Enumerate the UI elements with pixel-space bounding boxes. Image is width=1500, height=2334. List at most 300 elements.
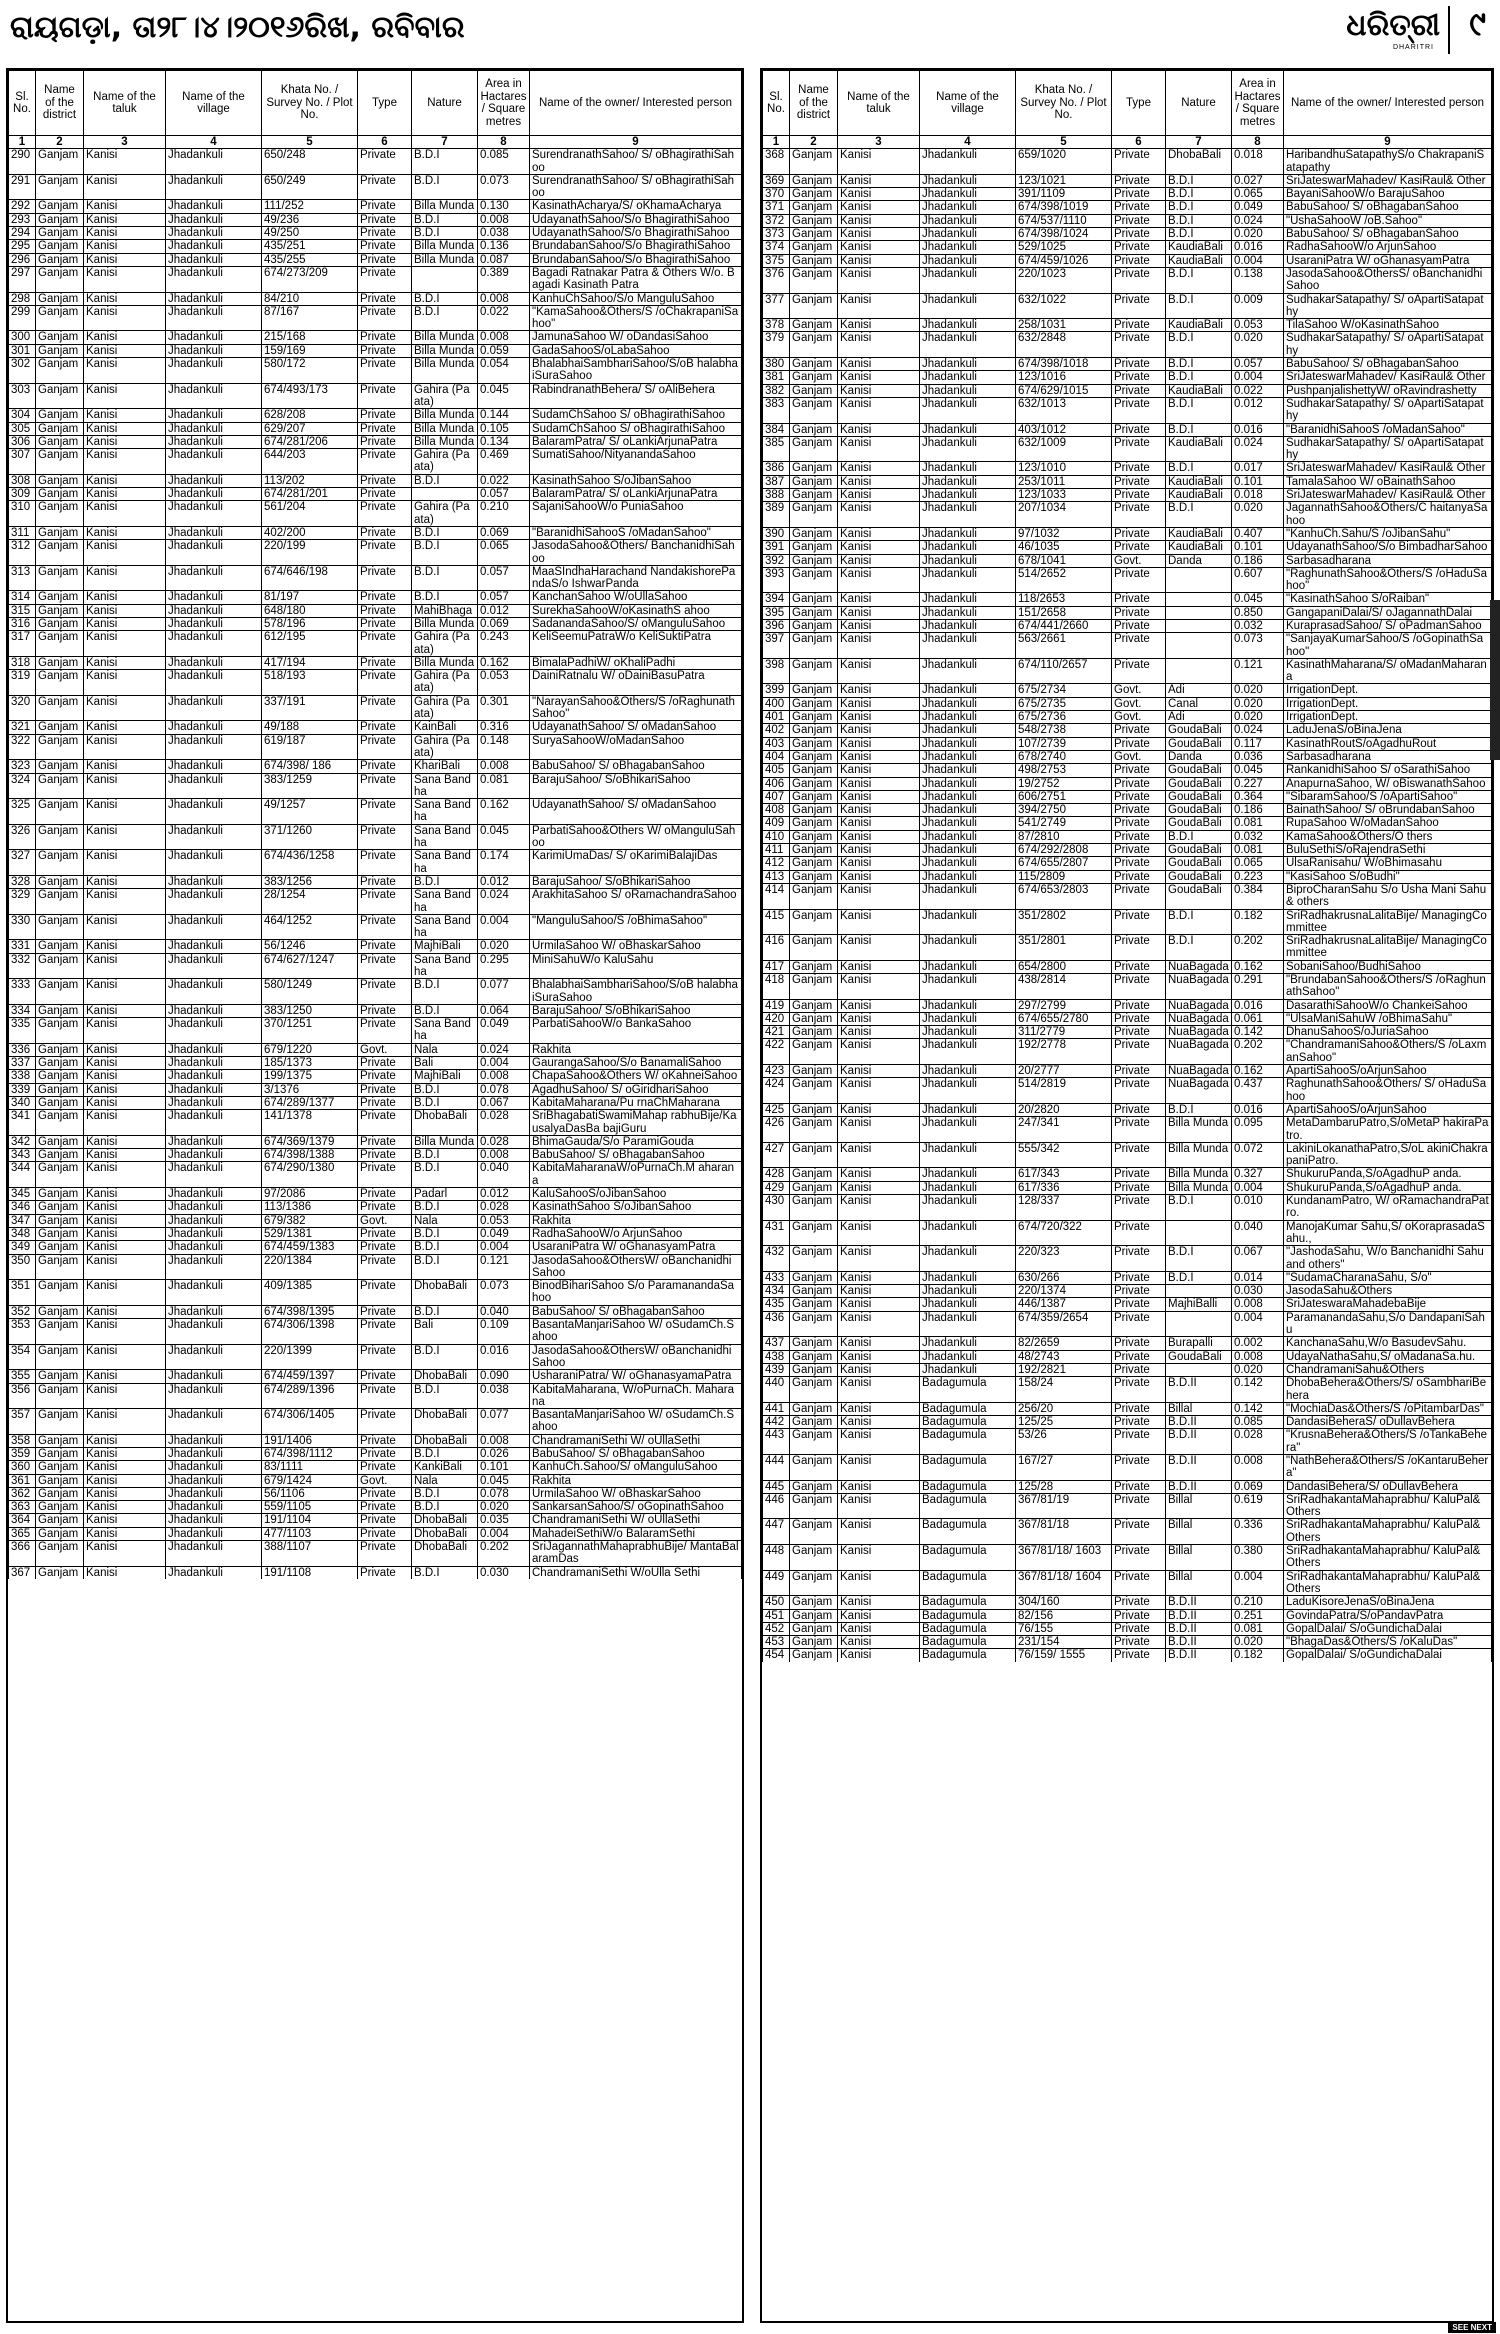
cell-owner: BabuSahoo/ S/ oBhagabanSahoo	[530, 1149, 742, 1162]
cell-sl: 327	[9, 850, 36, 876]
column-header: Name of the taluk	[838, 71, 920, 136]
cell-nature: B.D.I	[1166, 423, 1232, 436]
cell-sl: 338	[9, 1070, 36, 1083]
cell-owner: UdayanathSahoo/ S/ oMadanSahoo	[530, 721, 742, 734]
cell-type: Private	[358, 850, 412, 876]
cell-area: 0.072	[1232, 1142, 1284, 1168]
cell-nature: B.D.I	[1166, 502, 1232, 528]
cell-area: 0.057	[478, 488, 530, 501]
cell-owner: "MochiaDas&Others/S /oPitambarDas"	[1284, 1402, 1492, 1415]
cell-sl: 310	[9, 501, 36, 527]
column-header: Name of the district	[36, 71, 84, 136]
cell-sl: 358	[9, 1434, 36, 1447]
cell-sl: 451	[763, 1609, 790, 1622]
cell-village: Jhadankuli	[166, 953, 262, 979]
cell-area: 0.061	[1232, 1012, 1284, 1025]
cell-type: Private	[1112, 358, 1166, 371]
cell-area: 0.020	[1232, 1363, 1284, 1376]
cell-plot: 87/167	[262, 305, 358, 331]
cell-nature: GoudaBali	[1166, 790, 1232, 803]
cell-taluk: Kanisi	[838, 737, 920, 750]
cell-village: Jhadankuli	[166, 1487, 262, 1500]
cell-plot: 258/1031	[1016, 319, 1112, 332]
cell-nature: Gahira (Paata)	[412, 695, 478, 721]
cell-owner: "UlsaManiSahuW /oBhimaSahu"	[1284, 1012, 1492, 1025]
cell-taluk: Kanisi	[84, 1461, 166, 1474]
cell-type: Private	[1112, 1649, 1166, 1662]
table-row	[763, 999, 1492, 1012]
cell-type: Private	[358, 358, 412, 384]
cell-village: Jhadankuli	[166, 227, 262, 240]
column-number: 6	[358, 136, 412, 149]
cell-district: Ganjam	[36, 1162, 84, 1188]
cell-owner: SriRadhakrusnaLalitaBije/ ManagingCommittee	[1284, 935, 1492, 961]
cell-village: Jhadankuli	[166, 1344, 262, 1370]
table-row	[9, 1004, 742, 1017]
cell-taluk: Kanisi	[84, 1043, 166, 1056]
cell-plot: 580/1249	[262, 979, 358, 1005]
cell-owner: Sarbasadharana	[1284, 750, 1492, 763]
column-number: 7	[1166, 136, 1232, 149]
table-row	[763, 1039, 1492, 1065]
cell-sl: 446	[763, 1493, 790, 1519]
cell-district: Ganjam	[36, 1201, 84, 1214]
cell-area: 0.162	[478, 799, 530, 825]
cell-sl: 290	[9, 149, 36, 175]
cell-taluk: Kanisi	[84, 149, 166, 175]
cell-area: 0.016	[1232, 999, 1284, 1012]
cell-taluk: Kanisi	[84, 1162, 166, 1188]
cell-nature: Billal	[1166, 1519, 1232, 1545]
cell-taluk: Kanisi	[838, 228, 920, 241]
cell-taluk: Kanisi	[838, 1350, 920, 1363]
cell-area: 0.182	[1232, 1649, 1284, 1662]
table-row	[9, 1057, 742, 1070]
cell-district: Ganjam	[790, 423, 838, 436]
cell-sl: 366	[9, 1541, 36, 1567]
table-row	[763, 371, 1492, 384]
cell-area: 0.407	[1232, 527, 1284, 540]
cell-area: 0.223	[1232, 870, 1284, 883]
cell-type: Private	[1112, 935, 1166, 961]
cell-nature: Sana Bandha	[412, 824, 478, 850]
cell-nature: Billa Munda	[412, 617, 478, 630]
cell-nature: B.D.I	[412, 149, 478, 175]
cell-plot: 141/1378	[262, 1110, 358, 1136]
column-number-row	[763, 136, 1492, 149]
cell-owner: ParbatiSahooW/o BankaSahoo	[530, 1018, 742, 1044]
cell-nature: B.D.II	[1166, 1622, 1232, 1635]
cell-area: 0.380	[1232, 1545, 1284, 1571]
cell-type: Private	[358, 1527, 412, 1540]
cell-sl: 313	[9, 565, 36, 591]
cell-village: Jhadankuli	[920, 1065, 1016, 1078]
table-row	[9, 1487, 742, 1500]
column-header: Nature	[412, 71, 478, 136]
cell-district: Ganjam	[36, 409, 84, 422]
cell-sl: 391	[763, 541, 790, 554]
cell-district: Ganjam	[36, 1527, 84, 1540]
cell-area: 0.090	[478, 1370, 530, 1383]
cell-sl: 428	[763, 1168, 790, 1181]
cell-sl: 307	[9, 449, 36, 475]
cell-village: Jhadankuli	[920, 1078, 1016, 1104]
masthead-divider	[1448, 6, 1450, 54]
cell-owner: ShukuruPanda,S/oAgadhuP anda.	[1284, 1181, 1492, 1194]
cell-type: Private	[1112, 1636, 1166, 1649]
cell-district: Ganjam	[790, 436, 838, 462]
cell-type: Private	[1112, 1429, 1166, 1455]
cell-nature: B.D.I	[1166, 174, 1232, 187]
cell-nature: B.D.I	[412, 1227, 478, 1240]
cell-district: Ganjam	[790, 397, 838, 423]
cell-village: Jhadankuli	[166, 488, 262, 501]
cell-plot: 674/289/1377	[262, 1096, 358, 1109]
column-number: 1	[763, 136, 790, 149]
cell-taluk: Kanisi	[84, 1214, 166, 1227]
cell-area: 0.049	[478, 1227, 530, 1240]
cell-type: Private	[358, 526, 412, 539]
table-row	[9, 435, 742, 448]
cell-plot: 435/255	[262, 253, 358, 266]
cell-type: Govt.	[358, 1043, 412, 1056]
cell-sl: 334	[9, 1004, 36, 1017]
cell-taluk: Kanisi	[84, 1135, 166, 1148]
cell-taluk: Kanisi	[838, 777, 920, 790]
cell-sl: 326	[9, 824, 36, 850]
cell-sl: 382	[763, 384, 790, 397]
cell-owner: "ChandramaniSahoo&Others/S /oLaxmanSahoo"	[1284, 1039, 1492, 1065]
cell-area: 0.057	[1232, 358, 1284, 371]
cell-district: Ganjam	[790, 462, 838, 475]
cell-plot: 630/266	[1016, 1271, 1112, 1284]
cell-taluk: Kanisi	[838, 790, 920, 803]
cell-sl: 363	[9, 1501, 36, 1514]
cell-type: Private	[1112, 254, 1166, 267]
cell-type: Private	[1112, 1545, 1166, 1571]
column-number: 4	[166, 136, 262, 149]
cell-village: Jhadankuli	[166, 760, 262, 773]
cell-district: Ganjam	[790, 1609, 838, 1622]
cell-sl: 398	[763, 658, 790, 684]
table-row	[9, 1527, 742, 1540]
cell-sl: 424	[763, 1078, 790, 1104]
cell-area: 0.162	[478, 656, 530, 669]
cell-area: 0.009	[1232, 293, 1284, 319]
cell-plot: 107/2739	[1016, 737, 1112, 750]
cell-sl: 321	[9, 721, 36, 734]
table-row	[9, 1227, 742, 1240]
cell-plot: 115/2809	[1016, 870, 1112, 883]
cell-taluk: Kanisi	[838, 1493, 920, 1519]
cell-area: 0.024	[1232, 214, 1284, 227]
cell-sl: 401	[763, 711, 790, 724]
cell-owner: UdayaNathaSahu,S/ oMadanaSa.hu.	[1284, 1350, 1492, 1363]
cell-sl: 322	[9, 734, 36, 760]
cell-owner: KabitaMaharana, W/oPurnaCh. Maharana	[530, 1383, 742, 1409]
table-row	[763, 777, 1492, 790]
cell-plot: 191/1406	[262, 1434, 358, 1447]
cell-taluk: Kanisi	[838, 606, 920, 619]
cell-village: Badagumula	[920, 1609, 1016, 1622]
cell-plot: 113/1386	[262, 1201, 358, 1214]
cell-taluk: Kanisi	[84, 526, 166, 539]
cell-sl: 440	[763, 1377, 790, 1403]
table-row	[9, 1070, 742, 1083]
cell-plot: 674/369/1379	[262, 1135, 358, 1148]
cell-nature: KaudiaBali	[1166, 319, 1232, 332]
cell-area: 0.014	[1232, 1271, 1284, 1284]
cell-sl: 449	[763, 1570, 790, 1596]
cell-district: Ganjam	[790, 1596, 838, 1609]
cell-district: Ganjam	[790, 1271, 838, 1284]
table-row	[763, 883, 1492, 909]
cell-area: 0.010	[1232, 1195, 1284, 1221]
cell-owner: GangapaniDalai/S/ oJagannathDalai	[1284, 606, 1492, 619]
cell-owner: LaduKisoreJenaS/oBinaJena	[1284, 1596, 1492, 1609]
cell-type: Private	[1112, 214, 1166, 227]
cell-plot: 446/1387	[1016, 1298, 1112, 1311]
cell-area: 0.004	[478, 1057, 530, 1070]
cell-type: Private	[358, 953, 412, 979]
cell-plot: 83/1111	[262, 1461, 358, 1474]
cell-taluk: Kanisi	[84, 1096, 166, 1109]
cell-nature	[412, 266, 478, 292]
table-row	[763, 1078, 1492, 1104]
cell-type: Private	[1112, 883, 1166, 909]
cell-type: Private	[1112, 267, 1166, 293]
table-row	[9, 1254, 742, 1280]
cell-taluk: Kanisi	[84, 474, 166, 487]
table-row	[763, 1429, 1492, 1455]
cell-type: Private	[358, 1083, 412, 1096]
cell-nature: Billal	[1166, 1570, 1232, 1596]
cell-owner: ParamanandaSahu,S/o DandapaniSahu	[1284, 1311, 1492, 1337]
cell-type: Private	[358, 227, 412, 240]
cell-district: Ganjam	[36, 1004, 84, 1017]
cell-type: Private	[358, 488, 412, 501]
column-header: Name of the village	[920, 71, 1016, 136]
cell-owner: MetaDambaruPatro,S/oMetaP hakiraPatro.	[1284, 1117, 1492, 1143]
cell-sl: 422	[763, 1039, 790, 1065]
cell-plot: 185/1373	[262, 1057, 358, 1070]
table-row	[9, 1409, 742, 1435]
cell-sl: 297	[9, 266, 36, 292]
cell-type: Private	[1112, 1285, 1166, 1298]
cell-plot: 659/1020	[1016, 149, 1112, 175]
cell-nature: Billa Munda	[412, 200, 478, 213]
cell-district: Ganjam	[790, 724, 838, 737]
cell-village: Jhadankuli	[166, 526, 262, 539]
cell-district: Ganjam	[36, 631, 84, 657]
cell-village: Jhadankuli	[920, 619, 1016, 632]
cell-plot: 49/1257	[262, 799, 358, 825]
cell-sl: 332	[9, 953, 36, 979]
cell-area: 0.045	[478, 1474, 530, 1487]
table-row	[763, 1649, 1492, 1662]
cell-district: Ganjam	[790, 750, 838, 763]
cell-area: 0.065	[1232, 188, 1284, 201]
cell-district: Ganjam	[790, 1078, 838, 1104]
cell-village: Jhadankuli	[166, 1383, 262, 1409]
cell-nature: B.D.I	[412, 1344, 478, 1370]
cell-sl: 308	[9, 474, 36, 487]
cell-nature: MajhiBali	[412, 940, 478, 953]
cell-owner: UdayanathSahoo/S/o BimbadharSahoo	[1284, 541, 1492, 554]
cell-taluk: Kanisi	[838, 174, 920, 187]
cell-sl: 311	[9, 526, 36, 539]
column-header: Type	[1112, 71, 1166, 136]
table-row	[763, 423, 1492, 436]
column-number: 4	[920, 136, 1016, 149]
cell-type: Private	[358, 240, 412, 253]
cell-sl: 389	[763, 502, 790, 528]
cell-taluk: Kanisi	[838, 423, 920, 436]
cell-village: Jhadankuli	[920, 371, 1016, 384]
cell-taluk: Kanisi	[838, 1622, 920, 1635]
cell-nature	[1166, 1363, 1232, 1376]
cell-village: Jhadankuli	[166, 200, 262, 213]
table-row	[9, 331, 742, 344]
cell-owner: "KasinathSahoo S/oRaiban"	[1284, 593, 1492, 606]
cell-sl: 444	[763, 1454, 790, 1480]
cell-village: Jhadankuli	[920, 489, 1016, 502]
cell-owner: BinodBihariSahoo S/o ParamanandaSahoo	[530, 1280, 742, 1306]
cell-type: Private	[358, 409, 412, 422]
cell-area: 0.202	[478, 1541, 530, 1567]
cell-type: Private	[1112, 804, 1166, 817]
cell-district: Ganjam	[790, 658, 838, 684]
cell-owner: "RaghunathSahoo&Others/S /oHaduSahoo"	[1284, 567, 1492, 593]
cell-area: 0.004	[478, 1241, 530, 1254]
cell-sl: 348	[9, 1227, 36, 1240]
cell-owner: BasantaManjariSahoo W/ oSudamCh.Sahoo	[530, 1409, 742, 1435]
cell-sl: 404	[763, 750, 790, 763]
cell-taluk: Kanisi	[838, 1065, 920, 1078]
table-row	[763, 489, 1492, 502]
cell-type: Private	[1112, 909, 1166, 935]
cell-sl: 381	[763, 371, 790, 384]
cell-area: 0.316	[478, 721, 530, 734]
table-row	[763, 397, 1492, 423]
cell-sl: 379	[763, 332, 790, 358]
cell-nature: B.D.II	[1166, 1609, 1232, 1622]
cell-owner: SankarsanSahoo/S/ oGopinathSahoo	[530, 1501, 742, 1514]
cell-taluk: Kanisi	[84, 1149, 166, 1162]
cell-district: Ganjam	[790, 606, 838, 619]
right-table-panel	[760, 68, 1494, 2323]
cell-plot: 123/1021	[1016, 174, 1112, 187]
table-row	[763, 737, 1492, 750]
cell-taluk: Kanisi	[84, 1527, 166, 1540]
cell-plot: 383/1256	[262, 875, 358, 888]
table-row	[763, 1026, 1492, 1039]
cell-sl: 339	[9, 1083, 36, 1096]
cell-taluk: Kanisi	[838, 750, 920, 763]
cell-owner: BrundabanSahoo/S/o BhagirathiSahoo	[530, 240, 742, 253]
cell-sl: 383	[763, 397, 790, 423]
cell-owner: BhimaGauda/S/o ParamiGouda	[530, 1135, 742, 1148]
cell-district: Ganjam	[790, 358, 838, 371]
cell-plot: 56/1106	[262, 1487, 358, 1500]
cell-owner: BalaramPatra/ S/ oLankiArjunaPatra	[530, 435, 742, 448]
cell-taluk: Kanisi	[84, 409, 166, 422]
cell-sl: 331	[9, 940, 36, 953]
cell-taluk: Kanisi	[84, 760, 166, 773]
cell-taluk: Kanisi	[84, 875, 166, 888]
cell-taluk: Kanisi	[838, 267, 920, 293]
cell-district: Ganjam	[790, 974, 838, 1000]
cell-plot: 192/2821	[1016, 1363, 1112, 1376]
table-row	[9, 149, 742, 175]
cell-plot: 529/1381	[262, 1227, 358, 1240]
cell-plot: 215/168	[262, 331, 358, 344]
table-row	[9, 1566, 742, 1579]
cell-type: Private	[358, 149, 412, 175]
table-row	[763, 817, 1492, 830]
cell-area: 0.364	[1232, 790, 1284, 803]
cell-area: 0.077	[478, 979, 530, 1005]
cell-nature: B.D.I	[412, 1096, 478, 1109]
table-row	[763, 804, 1492, 817]
cell-nature: B.D.I	[412, 1162, 478, 1188]
cell-sl: 336	[9, 1043, 36, 1056]
cell-taluk: Kanisi	[84, 773, 166, 799]
cell-district: Ganjam	[790, 319, 838, 332]
cell-plot: 632/1009	[1016, 436, 1112, 462]
cell-area: 0.162	[1232, 960, 1284, 973]
cell-sl: 317	[9, 631, 36, 657]
cell-taluk: Kanisi	[838, 1429, 920, 1455]
cell-type: Private	[358, 305, 412, 331]
cell-plot: 674/398/1024	[1016, 228, 1112, 241]
cell-plot: 679/382	[262, 1214, 358, 1227]
cell-nature: NuaBagada	[1166, 1065, 1232, 1078]
cell-village: Jhadankuli	[166, 174, 262, 200]
cell-type: Private	[358, 1305, 412, 1318]
cell-owner: RabindranathBehera/ S/ oAliBehera	[530, 383, 742, 409]
table-row	[763, 633, 1492, 659]
cell-district: Ganjam	[790, 1181, 838, 1194]
cell-type: Private	[1112, 1609, 1166, 1622]
cell-sl: 373	[763, 228, 790, 241]
cell-nature: Gahira (Paata)	[412, 383, 478, 409]
cell-plot: 82/2659	[1016, 1337, 1112, 1350]
table-row	[763, 1012, 1492, 1025]
cell-district: Ganjam	[790, 697, 838, 710]
cell-nature: B.D.I	[1166, 201, 1232, 214]
cell-village: Jhadankuli	[920, 658, 1016, 684]
cell-owner: "BaranidhiSahooS /oMadanSahoo"	[1284, 423, 1492, 436]
cell-plot: 674/398/1112	[262, 1447, 358, 1460]
cell-taluk: Kanisi	[838, 1142, 920, 1168]
cell-nature	[1166, 633, 1232, 659]
cell-taluk: Kanisi	[838, 241, 920, 254]
cell-taluk: Kanisi	[838, 489, 920, 502]
cell-area: 0.026	[478, 1447, 530, 1460]
cell-area: 0.049	[1232, 201, 1284, 214]
cell-area: 0.020	[478, 1501, 530, 1514]
cell-district: Ganjam	[36, 979, 84, 1005]
cell-owner: Bagadi Ratnakar Patra & Others W/o. Bagadi Kasinath Patra	[530, 266, 742, 292]
cell-village: Jhadankuli	[166, 422, 262, 435]
cell-type: Private	[358, 1188, 412, 1201]
cell-area: 0.053	[478, 670, 530, 696]
cell-owner: DasarathiSahooW/o ChankeiSahoo	[1284, 999, 1492, 1012]
cell-taluk: Kanisi	[84, 721, 166, 734]
cell-area: 0.085	[478, 149, 530, 175]
cell-taluk: Kanisi	[84, 1541, 166, 1567]
